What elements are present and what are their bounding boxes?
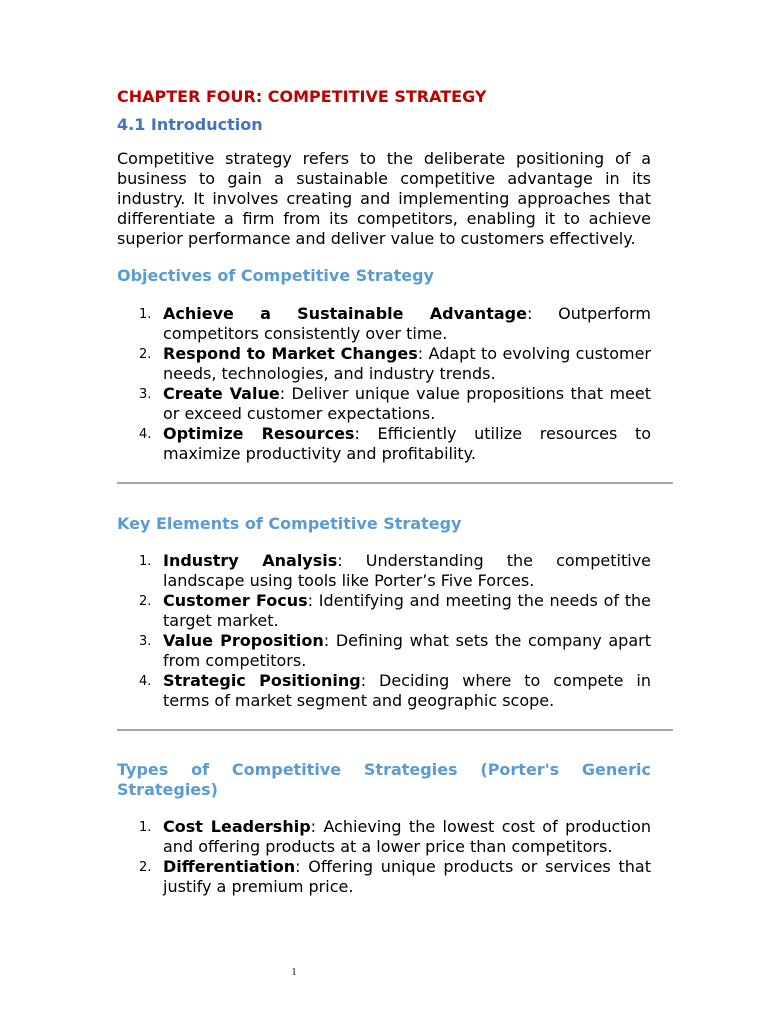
- item-description: : Defining what sets the company apart from competitors.: [163, 631, 651, 670]
- list-number: 2.: [139, 594, 152, 609]
- types-list: [117, 817, 651, 897]
- key-elements-list: [117, 551, 651, 711]
- list-number: 1.: [139, 307, 152, 322]
- section-divider: [117, 482, 673, 484]
- types-heading: Types of Competitive Strategies (Porter's Generic Strategies): [117, 760, 651, 799]
- list-item: [117, 591, 651, 631]
- list-item: [117, 344, 651, 384]
- item-term: Industry Analysis: [163, 551, 338, 570]
- list-number: 4.: [139, 427, 152, 442]
- chapter-title: CHAPTER FOUR: COMPETITIVE STRATEGY: [117, 87, 487, 106]
- objectives-heading: Objectives of Competitive Strategy: [117, 266, 434, 285]
- item-term: Value Proposition: [163, 631, 324, 650]
- item-description: : Deciding where to compete in terms of market segment and geographic scope.: [163, 671, 651, 710]
- item-description: : Achieving the lowest cost of production and offering products at a lower price than competitors.: [163, 817, 651, 856]
- list-item: [117, 857, 651, 897]
- item-term: Strategic Positioning: [163, 671, 361, 690]
- item-term: Achieve a Sustainable Advantage: [163, 304, 527, 323]
- item-description: : Understanding the competitive landscape using tools like Porter’s Five Forces.: [163, 551, 652, 590]
- section-title: 4.1 Introduction: [117, 115, 263, 134]
- list-item: [117, 817, 651, 857]
- item-description: : Efficiently utilize resources to maximize productivity and profitability.: [163, 424, 652, 463]
- list-number: 2.: [139, 860, 152, 875]
- list-item: [117, 631, 651, 671]
- list-item: [117, 304, 651, 344]
- item-description: : Adapt to evolving customer needs, technologies, and industry trends.: [163, 344, 651, 383]
- item-term: Respond to Market Changes: [163, 344, 418, 363]
- list-number: 1.: [139, 820, 152, 835]
- list-number: 3.: [139, 387, 152, 402]
- item-term: Cost Leadership: [163, 817, 311, 836]
- list-item: [117, 384, 651, 424]
- item-term: Differentiation: [163, 857, 296, 876]
- list-number: 4.: [139, 674, 152, 689]
- objectives-list: [117, 304, 651, 464]
- page-number: 1: [291, 967, 297, 978]
- item-term: Customer Focus: [163, 591, 308, 610]
- list-item: [117, 671, 651, 711]
- list-number: 2.: [139, 347, 152, 362]
- list-number: 3.: [139, 634, 152, 649]
- item-term: Create Value: [163, 384, 280, 403]
- list-item: [117, 551, 651, 591]
- item-description: : Identifying and meeting the needs of the target market.: [163, 591, 652, 630]
- item-term: Optimize Resources: [163, 424, 355, 443]
- item-description: : Deliver unique value propositions that meet or exceed customer expectations.: [163, 384, 652, 423]
- list-item: [117, 424, 651, 464]
- key-elements-heading: Key Elements of Competitive Strategy: [117, 514, 462, 533]
- item-description: : Offering unique products or services that justify a premium price.: [163, 857, 651, 896]
- document-page: [117, 86, 651, 897]
- list-number: 1.: [139, 554, 152, 569]
- intro-paragraph: Competitive strategy refers to the deliberate positioning of a business to gain a sustainable competitive advantage in its industry. It involves creating and implementing approaches that differentiate a firm from its competitors, enabling it to achieve superior performance and deliver value to customers effectively.: [117, 149, 651, 248]
- section-divider: [117, 729, 673, 731]
- item-description: : Outperform competitors consistently over time.: [163, 304, 651, 343]
